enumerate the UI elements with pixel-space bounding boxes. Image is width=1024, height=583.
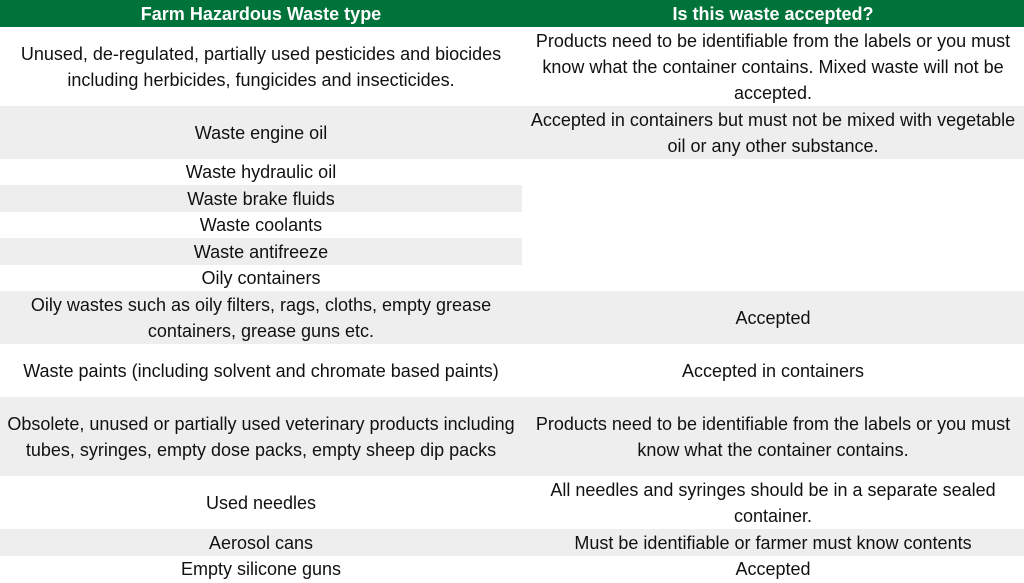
table-row xyxy=(0,476,1024,529)
table-row xyxy=(0,397,1024,476)
waste-type-cell: Unused, de-regulated, partially used pesticides and biocides including herbicides, fungicides and insecticides. xyxy=(0,27,522,106)
table-row xyxy=(0,556,1024,582)
table-row xyxy=(0,27,1024,106)
accepted-cell: Products need to be identifiable from the labels or you must know what the container contains. xyxy=(522,397,1024,476)
accepted-cell: Accepted in containers xyxy=(522,344,1024,397)
waste-type-cell: Oily wastes such as oily filters, rags, cloths, empty grease containers, grease guns etc. xyxy=(0,291,522,344)
header-row xyxy=(0,0,1024,27)
waste-type-cell: Waste coolants xyxy=(0,212,522,238)
waste-type-cell: Waste engine oil xyxy=(0,106,522,159)
table-row xyxy=(0,159,1024,185)
waste-type-cell: Waste hydraulic oil xyxy=(0,159,522,185)
waste-type-cell: Waste brake fluids xyxy=(0,185,522,212)
header-accepted: Is this waste accepted? xyxy=(522,0,1024,27)
waste-type-cell: Oily containers xyxy=(0,265,522,291)
waste-type-cell: Obsolete, unused or partially used veterinary products including tubes, syringes, empty dose packs, empty sheep dip packs xyxy=(0,397,522,476)
waste-type-cell: Waste paints (including solvent and chromate based paints) xyxy=(0,344,522,397)
header-waste-type: Farm Hazardous Waste type xyxy=(0,0,522,27)
table-row xyxy=(0,106,1024,159)
accepted-cell: Must be identifiable or farmer must know contents xyxy=(522,529,1024,556)
waste-type-cell: Waste antifreeze xyxy=(0,238,522,265)
table-row xyxy=(0,344,1024,397)
table-row xyxy=(0,529,1024,556)
accepted-cell: Accepted xyxy=(522,291,1024,344)
table-row xyxy=(0,291,1024,344)
accepted-cell: Accepted xyxy=(522,556,1024,582)
accepted-cell: All needles and syringes should be in a separate sealed container. xyxy=(522,476,1024,529)
waste-type-cell: Used needles xyxy=(0,476,522,529)
waste-type-cell: Empty silicone guns xyxy=(0,556,522,582)
accepted-cell xyxy=(522,159,1024,291)
accepted-cell: Products need to be identifiable from the labels or you must know what the container contains. Mixed waste will not be accepted. xyxy=(522,27,1024,106)
waste-type-cell: Aerosol cans xyxy=(0,529,522,556)
accepted-cell: Accepted in containers but must not be mixed with vegetable oil or any other substance. xyxy=(522,106,1024,159)
